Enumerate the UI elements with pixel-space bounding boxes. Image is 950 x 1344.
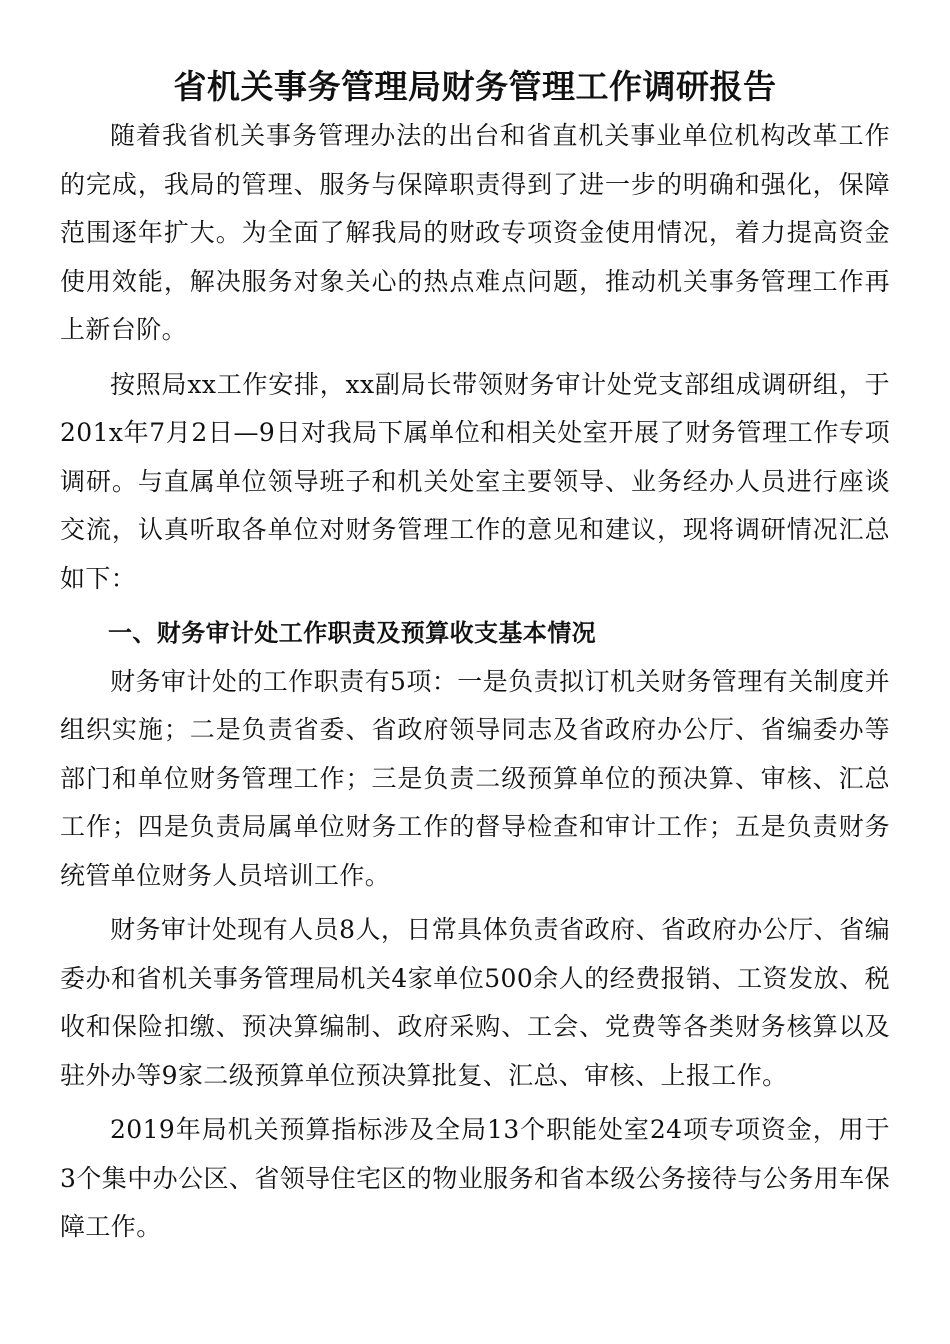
intro-paragraph-1: 随着我省机关事务管理办法的出台和省直机关事业单位机构改革工作的完成，我局的管理、服务与保障职责得到了进一步的明确和强化，保障范围逐年扩大。为全面了解我局的财政专项资金使用情况，着力提高资金使用效能，解决服务对象关心的热点难点问题，推动机关事务管理工作再上新台阶。 (60, 121, 890, 344)
document-title: 省机关事务管理局财务管理工作调研报告 (173, 67, 777, 106)
section-1-paragraph-3: 2019年局机关预算指标涉及全局13个职能处室24项专项资金，用于3个集中办公区、省领导住宅区的物业服务和省本级公务接待与公务用车保障工作。 (60, 1115, 890, 1241)
section-1-heading: 一、财务审计处工作职责及预算收支基本情况 (108, 619, 596, 647)
intro-paragraph-2: 按照局xx工作安排，xx副局长带领财务审计处党支部组成调研组，于201x年7月2日—9日对我局下属单位和相关处室开展了财务管理工作专项调研。与直属单位领导班子和机关处室主要领导、业务经办人员进行座谈交流，认真听取各单位对财务管理工作的意见和建议，现将调研情况汇总如下： (60, 369, 890, 593)
section-1-paragraph-2: 财务审计处现有人员8人，日常具体负责省政府、省政府办公厅、省编委办和省机关事务管理局机关4家单位500余人的经费报销、工资发放、税收和保险扣缴、预决算编制、政府采购、工会、党费等各类财务核算以及驻外办等9家二级预算单位预决算批复、汇总、审核、上报工作。 (60, 915, 890, 1090)
section-1-paragraph-1: 财务审计处的工作职责有5项：一是负责拟订机关财务管理有关制度并组织实施；二是负责省委、省政府领导同志及省政府办公厅、省编委办等部门和单位财务管理工作；三是负责二级预算单位的预决算、审核、汇总工作；四是负责局属单位财务工作的督导检查和审计工作；五是负责财务统管单位财务人员培训工作。 (60, 666, 890, 890)
document-page (60, 62, 890, 1252)
